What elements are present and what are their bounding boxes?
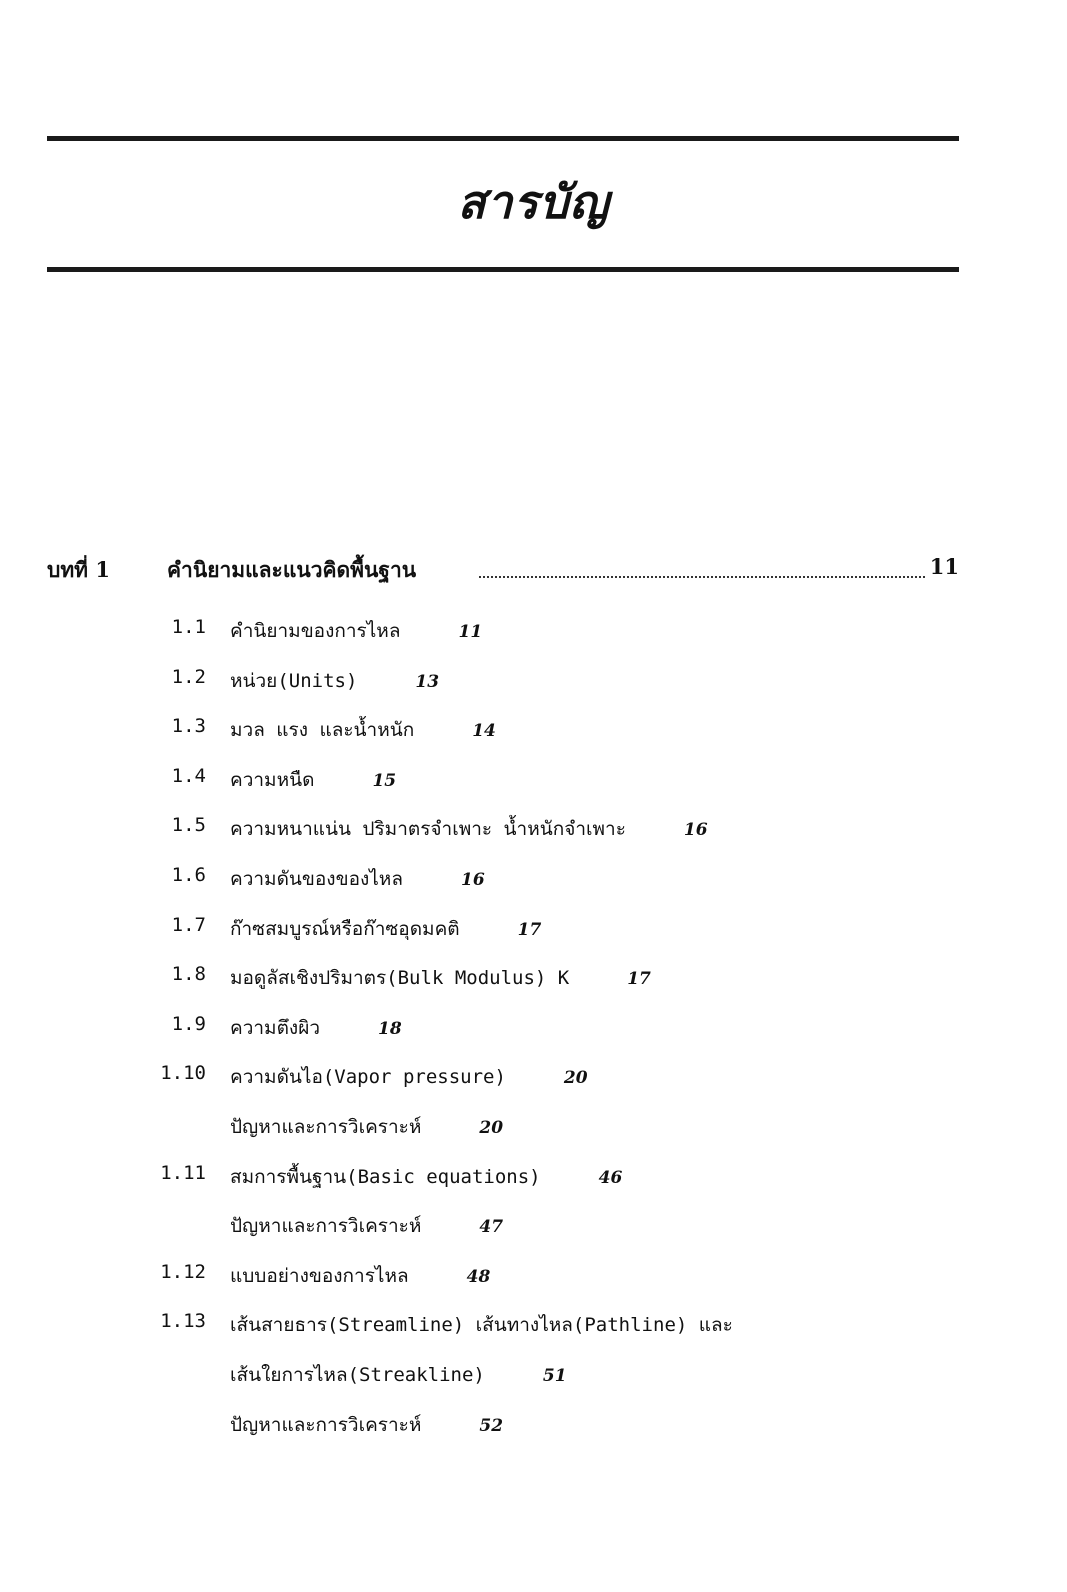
entry-page: 17 [517,920,542,940]
entry-number: 1.7 [171,914,206,936]
entry-title: ปัญหาและการวิเคราะห์ [230,1414,422,1436]
entry-title: ความตึงผิว [230,1017,320,1039]
entry-page: 11 [458,622,483,642]
entry-number: 1.8 [171,963,206,985]
entry-title: เส้นสายธาร(Streamline) เส้นทางไหล(Pathline) และ [230,1314,733,1336]
entry-number: 1.1 [171,616,206,638]
toc-entry [0,1058,1067,1094]
dot-leader [479,576,925,578]
toc-entry [0,662,1067,698]
chapter-page-number: 11 [929,554,959,579]
entry-page: 47 [479,1217,504,1237]
entry-number: 1.13 [160,1310,206,1332]
toc-entry [0,1306,1067,1342]
entry-number: 1.10 [160,1062,206,1084]
toc-entry [0,1009,1067,1045]
entry-page: 16 [460,870,485,890]
toc-entry [0,1257,1067,1293]
entry-page: 48 [466,1267,491,1287]
entry-page: 16 [683,820,708,840]
entry-page: 15 [372,771,397,791]
entry-title: ความหนาแน่น ปริมาตรจำเพาะ น้ำหนักจำเพาะ [230,818,626,840]
toc-entry [0,1207,1067,1243]
toc-entry [0,711,1067,747]
entry-number: 1.12 [160,1261,206,1283]
entry-title: มวล แรง และน้ำหนัก [230,719,415,741]
entry-number: 1.4 [171,765,206,787]
entry-title: คำนิยามของการไหล [230,620,401,642]
entry-page: 14 [472,721,496,741]
entry-number: 1.6 [171,864,206,886]
top-rule [47,136,959,141]
entry-number: 1.3 [171,715,206,737]
entry-page: 51 [542,1366,567,1386]
toc-entry [0,761,1067,797]
toc-entry [0,1108,1067,1144]
toc-entry [0,959,1067,995]
chapter-heading [47,552,959,588]
entry-page: 20 [563,1068,588,1088]
toc-entry [0,910,1067,946]
entry-title: ความดันไอ(Vapor pressure) [230,1066,506,1088]
toc-entry [0,860,1067,896]
toc-entry [0,810,1067,846]
entry-title: ความดันของของไหล [230,868,403,890]
entry-page: 46 [598,1168,623,1188]
entry-title: ความหนืด [230,769,315,791]
bottom-rule [47,267,959,272]
entry-number: 1.5 [171,814,206,836]
toc-entry [0,612,1067,648]
toc-entry [0,1158,1067,1194]
entry-title: เส้นใยการไหล(Streakline) [230,1364,485,1386]
entry-title: มอดูลัสเชิงปริมาตร(Bulk Modulus) K [230,967,570,989]
chapter-title: คำนิยามและแนวคิดพื้นฐาน [167,557,417,582]
entry-title: แบบอย่างของการไหล [230,1265,409,1287]
entry-title: สมการพื้นฐาน(Basic equations) [230,1166,541,1188]
entry-title: ก๊าซสมบูรณ์หรือก๊าซอุดมคติ [230,918,460,940]
entry-page: 52 [479,1416,504,1436]
entry-title: ปัญหาและการวิเคราะห์ [230,1215,422,1237]
entry-title: หน่วย(Units) [230,670,358,692]
entry-page: 17 [627,969,651,989]
entry-page: 13 [415,672,440,692]
entry-number: 1.11 [160,1162,206,1184]
entry-page: 18 [378,1019,402,1039]
toc-entry [0,1406,1067,1442]
toc-entry [0,1356,1067,1392]
entry-number: 1.9 [171,1013,206,1035]
page-title: สารบัญ [457,175,610,229]
entry-page: 20 [479,1118,504,1138]
entry-title: ปัญหาและการวิเคราะห์ [230,1116,422,1138]
entry-number: 1.2 [171,666,206,688]
chapter-label: บทที่ 1 [47,557,110,582]
